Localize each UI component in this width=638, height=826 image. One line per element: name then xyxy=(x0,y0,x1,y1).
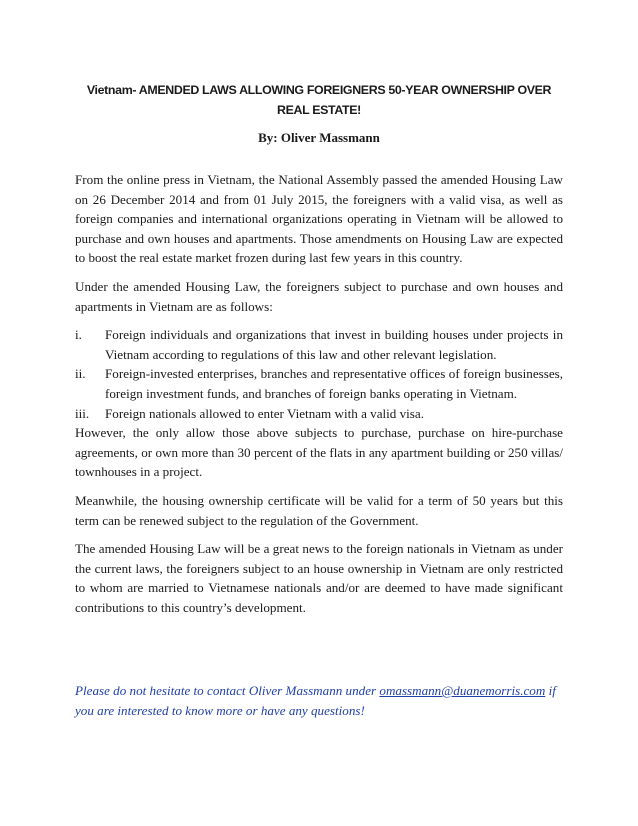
list-item xyxy=(75,364,563,403)
document-title xyxy=(75,80,563,120)
paragraph-intro: From the online press in Vietnam, the National Assembly passed the amended Housing Law on 26 December 2014 and from 01 July 2015, the foreigners with a valid visa, as well as foreign companies and international organizations operating in Vietnam will be allowed to purchase and own houses and apartments. Those amendments on Housing Law are expected to boost the real estate market frozen during last few years in this country. xyxy=(75,172,563,266)
contact-email-link[interactable]: omassmann@duanemorris.com xyxy=(379,683,546,698)
paragraph-restrictions: However, the only allow those above subjects to purchase, purchase on hire-purchase agreements, or own more than 30 percent of the flats in any apartment building or 250 villas/ townhouses in a project. xyxy=(75,425,563,480)
list-item-number: ii. xyxy=(75,366,86,382)
paragraph-conclusion: The amended Housing Law will be a great news to the foreign nationals in Vietnam as under the current laws, the foreigners subject to an house ownership in Vietnam are only restricted to whom are married to Vietnamese nationals and/or are deemed to have made significant contributions to this country’s development. xyxy=(75,541,563,615)
list-item-number: i. xyxy=(75,327,82,343)
document-body xyxy=(75,80,563,617)
paragraph-certificate-term: Meanwhile, the housing ownership certificate will be valid for a term of 50 years but this term can be renewed subject to the regulation of the Government. xyxy=(75,492,563,528)
list-item-number: iii. xyxy=(75,405,90,421)
contact-text-after: if you are interested to know more or have any questions! xyxy=(75,683,556,718)
list-item-text: Foreign nationals allowed to enter Vietnam with a valid visa. xyxy=(105,405,424,421)
title-line-2: REAL ESTATE! xyxy=(277,103,361,117)
contact-note xyxy=(75,681,563,720)
subjects-list xyxy=(75,325,563,423)
list-item-text: Foreign-invested enterprises, branches and representative offices of foreign businesses, foreign investment funds, and branches of foreign banks operating in Vietnam. xyxy=(105,366,563,401)
contact-text-before: Please do not hesitate to contact Oliver Massmann under xyxy=(75,683,380,698)
list-item xyxy=(75,325,563,364)
paragraph-subjects: Under the amended Housing Law, the foreigners subject to purchase and own houses and apartments in Vietnam are as follows: xyxy=(75,278,563,314)
author-byline: By: Oliver Massmann xyxy=(258,130,380,145)
list-item xyxy=(75,404,563,424)
title-line-1: Vietnam- AMENDED LAWS ALLOWING FOREIGNERS 50-YEAR OWNERSHIP OVER xyxy=(86,83,552,97)
list-item-text: Foreign individuals and organizations that invest in building houses under projects in Vietnam according to regulations of this law and other relevant legislation. xyxy=(105,327,563,362)
